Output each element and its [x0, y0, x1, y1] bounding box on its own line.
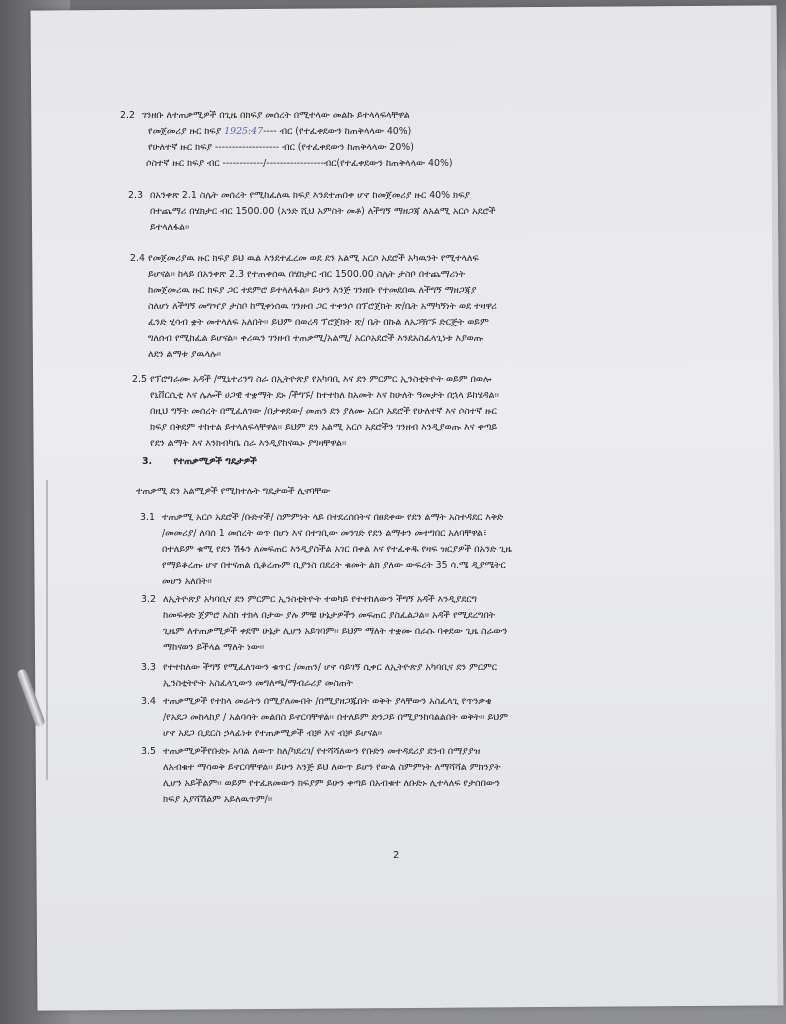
- paragraph-line: ክፍያ በቅደም ተከተል ይተላለፍላቸዋል፡፡ ይህም ደን አልሚ አርሶ አደሮችን ገንዘብ እንዲያወጡ እና ቀጣይ: [150, 422, 498, 433]
- section-number: 2.3: [128, 190, 143, 201]
- paragraph-line: ከመጀመሪዉ ዙር ክፍያ ጋር ተደምሮ ይተላለፋል፡፡ ይሁን እንጅ ገንዘቡ የተመደበዉ ለችግኝ ማዘጋጃያ: [148, 285, 477, 296]
- paragraph-line: ለኢትዮጵያ አካባቢና ደን ምርምር ኢንስቲትዮት ተወካይ የተተከለውን ችግኝ አዳች እንዲያደርግ: [163, 594, 477, 605]
- section-3-5: [141, 744, 671, 808]
- paragraph-line: የፕሮግራሙ አዳች /ሚኒተሪንግ ስራ በኢትዮጵያ የአካባቢ እና ደን ምርምር ኢንስቲትዮት ወይም በወሎ: [150, 374, 492, 385]
- paragraph-line: የተተከለው ችግኝ የሚፈለገውን ቁጥር /መጠን/ ሆኖ ሳይገኝ ሲቀር ለኢትዮጵያ አካባቢና ደን ምርምር: [163, 662, 497, 673]
- section-number: 3.3: [141, 662, 156, 673]
- section-number: 2.2: [120, 110, 135, 121]
- paragraph-line: መሆን አለበት፡፡: [162, 576, 212, 587]
- paragraph-line: በተጨማሪ በሄክታር ብር 1500.00 (አንድ ሺህ አምስት መቶ) ለችግኝ ማዘጋጃ ለአልሚ አርሶ አደሮች: [150, 206, 496, 217]
- paragraph-line: ሊሆን አይችልም፡፡ ወይም የተፈጸመውን ክፍያም ይሁን ቀጣይ በአብቁተ ለቡድኑ ሊተላለፍ የታሰበውን: [163, 778, 500, 789]
- paragraph-line: በተለይም ቁሚ የደን ሽፋን ለመፍጠር እንዲያስችል አገር በቀል እና የተፈቀዱ የዛፍ ዝርያዎች በአንድ ጊዜ: [162, 544, 512, 555]
- section-2-2: [120, 108, 600, 172]
- line-text: የመጀመሪያ ዙር ክፍያ: [148, 126, 225, 137]
- paragraph-line: /የአደጋ መከላከያ / አልባሳት መልበስ ይኖርባቸዋል፡፡ በተለይም ድንጋይ በሚያንከባልልበት ወቅት፡፡ ይህም: [163, 712, 508, 723]
- handwritten-amount: 1925:47: [224, 126, 264, 137]
- paragraph-line: በአንቀጽ 2.1 ስሌት መሰረት የሚከፈለዉ ክፍያ እንደተጠበቀ ሆኖ ከመጀመሪያ ዙር 40% ክፍያ: [150, 190, 470, 201]
- paragraph-line: ኢንስቲትዮት አስፈላጊውን መግለጫ/ማብራሪያ መስጠት: [163, 678, 353, 689]
- section-number: 3.5: [141, 746, 156, 757]
- paragraph-line: ተጠቃሚዎች የተከላ መሬትን በሚያለሙበት /በሚያዘጋጁበት ወቅት ያላቸውን አስፈላጊ የጥንቃቄ: [163, 696, 492, 707]
- paragraph-line: ለአብቁተ ማሳወቅ ይኖርባቸዋል፡፡ ይሁን እንጅ ይህ ለውጥ ይሆን የውል ስምምነት ለማሻሻል ምክንያት: [163, 762, 501, 773]
- section-3-heading: [142, 454, 442, 470]
- paragraph-line: ገንዘቡ ለተጠቃሚዎች በጊዜ በክፍያ መሰረት በሚተላው መልኩ ይተላላፍላቸዋል: [142, 110, 410, 121]
- paragraph-line: የመጀመሪያዉ ዙር ክፍያ ይህ ዉል እንደተፈረመ ወደ ደን አልሚ አርሶ አደሮች አካዉንት የሚተላለፍ: [148, 253, 479, 264]
- paragraph-line: ጊዜም ለተጠቃሚዎች ቀደሞ ሁኔታ ሊሆን አይገባም፡፡ ይህም ማለት ተቋሙ በራሱ ባቀደው ጊዜ ስራውን: [163, 626, 508, 637]
- section-3-3: [141, 660, 671, 692]
- paragraph-line: ማከናወን ይችላል ማለት ነው፡፡: [163, 642, 265, 653]
- section-3-intro: ተጠቃሚ ደን አልሚዎች የሚከተሉት ግዴታወች ሊኖባቸው: [136, 486, 331, 497]
- section-3-1: [140, 510, 670, 590]
- paragraph-line: ከመፍቀድ ጀምሮ እስከ ተክላ በታው ያሉ ምቹ ሁኔታዎችን መፍጠር ያስፈልጋል፡፡ አዳች የሚደረግበት: [163, 610, 496, 621]
- section-number: 3.2: [141, 594, 156, 605]
- section-2-3: [128, 188, 658, 236]
- paragraph-line: ይሆናል፡፡ ከላይ በአንቀጽ 2.3 የተጠቀሰዉ በሄክታር ብር 1500.00 ስሌት ታስቦ በተጨማሪነት: [148, 269, 466, 280]
- section-3-2: [141, 592, 671, 656]
- section-number: 2.4: [130, 253, 145, 264]
- paragraph-line: በዚህ ግኝት መሰረት በሚፈለገው /በታቀደው/ መጠን ደን ያለሙ አርሶ አደሮች የሁለተኛ እና ሶስተኛ ዙር: [150, 406, 497, 417]
- section-title: የተጠቃሚዎች ግዴታዎች: [173, 456, 257, 467]
- paragraph-line: ይተላለፋል፡፡: [150, 222, 190, 233]
- page-number: 2: [393, 850, 400, 861]
- section-number: 3.: [142, 456, 153, 467]
- section-2-5: [132, 372, 662, 452]
- section-number: 3.1: [140, 512, 155, 523]
- paragraph-line: የማይቆረጡ ሆኖ በተናጠል ሲቆረጡም ቢያንስ በደረት ቁመት ልክ ያለው ውፍረት 35 ሳ.ሜ ዲያሜትር: [162, 560, 506, 571]
- section-number: 2.5: [132, 374, 147, 385]
- paragraph-line: [148, 124, 600, 140]
- paragraph-line: የሁለተኛ ዙር ክፍያ ------------------- ብር (የተፈቀደውን ከጠቅላላው 20%): [148, 142, 414, 153]
- paragraph-line: የኒቨርሲቲ እና ሌሎች ሀጋዊ ተቋማት ደኑ /ችግኙ/ ከተተከለ ከአመት እና ከሁለት ዓመታት በኋላ ይከሄዳል፡፡: [150, 390, 499, 401]
- paragraph-line: ለደን ልማቱ ያዉላሉ፡፡: [148, 349, 222, 360]
- paragraph-line: ተጠቃሚዎችየቡድኑ አባል ለውጥ ከለ/ካደረገ/ የተሻሻለውን የቡድን መተዳደሪያ ደንብ በማያያዝ: [163, 746, 481, 757]
- section-2-4: [130, 251, 660, 363]
- line-text: ---- ብር (የተፈቀደውን ከጠቅላላው 40%): [263, 126, 412, 137]
- paragraph-line: ስለሆነ ለችግኝ መግዣያ ታስቦ ከሚቀነሰዉ ገንዘብ ጋር ተቀንሶ በፕሮጀክት ጽ/ቤት አማካኝነት ወደ ተዛዋሪ: [148, 301, 497, 312]
- paragraph-line: ሶስተኛ ዙር ክፍያ ብር ------------/-----------------ብር(የተፈቀደውን ከጠቅላላው 40%): [146, 158, 453, 169]
- paragraph-line: /መመሪያ/ ለባሰ 1 መሰረት ወጥ በሆነ እና በተገቢው መንገድ የደን ልማቱን መተግበር አለባቸዋል፣: [162, 528, 487, 539]
- paragraph-line: የደን ልማት እና እንክብካቤ ስራ እንዲያከናዉኑ ያግዛቸዋል፡፡: [150, 438, 347, 449]
- section-number: 3.4: [141, 696, 156, 707]
- paragraph-line: ሆኖ አደጋ ቢደርስ ኃላፊነቱ የተጠቃሚዎች ብቻ እና ብቻ ይሆናል፡፡: [163, 728, 383, 739]
- paragraph-line: ተጠቃሚ አርሶ አደሮች /ቡድኖች/ ስምምነት ላይ በተደረሰበትና በፀደቀው የደን ልማት አስተዳደር እቅድ: [162, 512, 504, 523]
- paragraph-line: ግለሰብ የሚከፈል ይሆናል፡፡ ቀሪዉን ገንዘብ ተጠቃሚ/አልሚ/ አርሶአደሮች እንደአስፈላጊነቱ እያወጡ: [148, 333, 484, 344]
- paragraph-line: ፈንድ ሂሳብ ቋት መተላለፍ አለበት፡፡ ይህም በወረዳ ፕሮጀክት ጽ/ ቤት በኩል ለአጋዥኙ ድርጅት ወይም: [148, 317, 489, 328]
- paragraph-line: ክፍያ አያሻሽልም አይለዉጥም/፡፡: [163, 794, 273, 805]
- section-3-4: [141, 694, 671, 742]
